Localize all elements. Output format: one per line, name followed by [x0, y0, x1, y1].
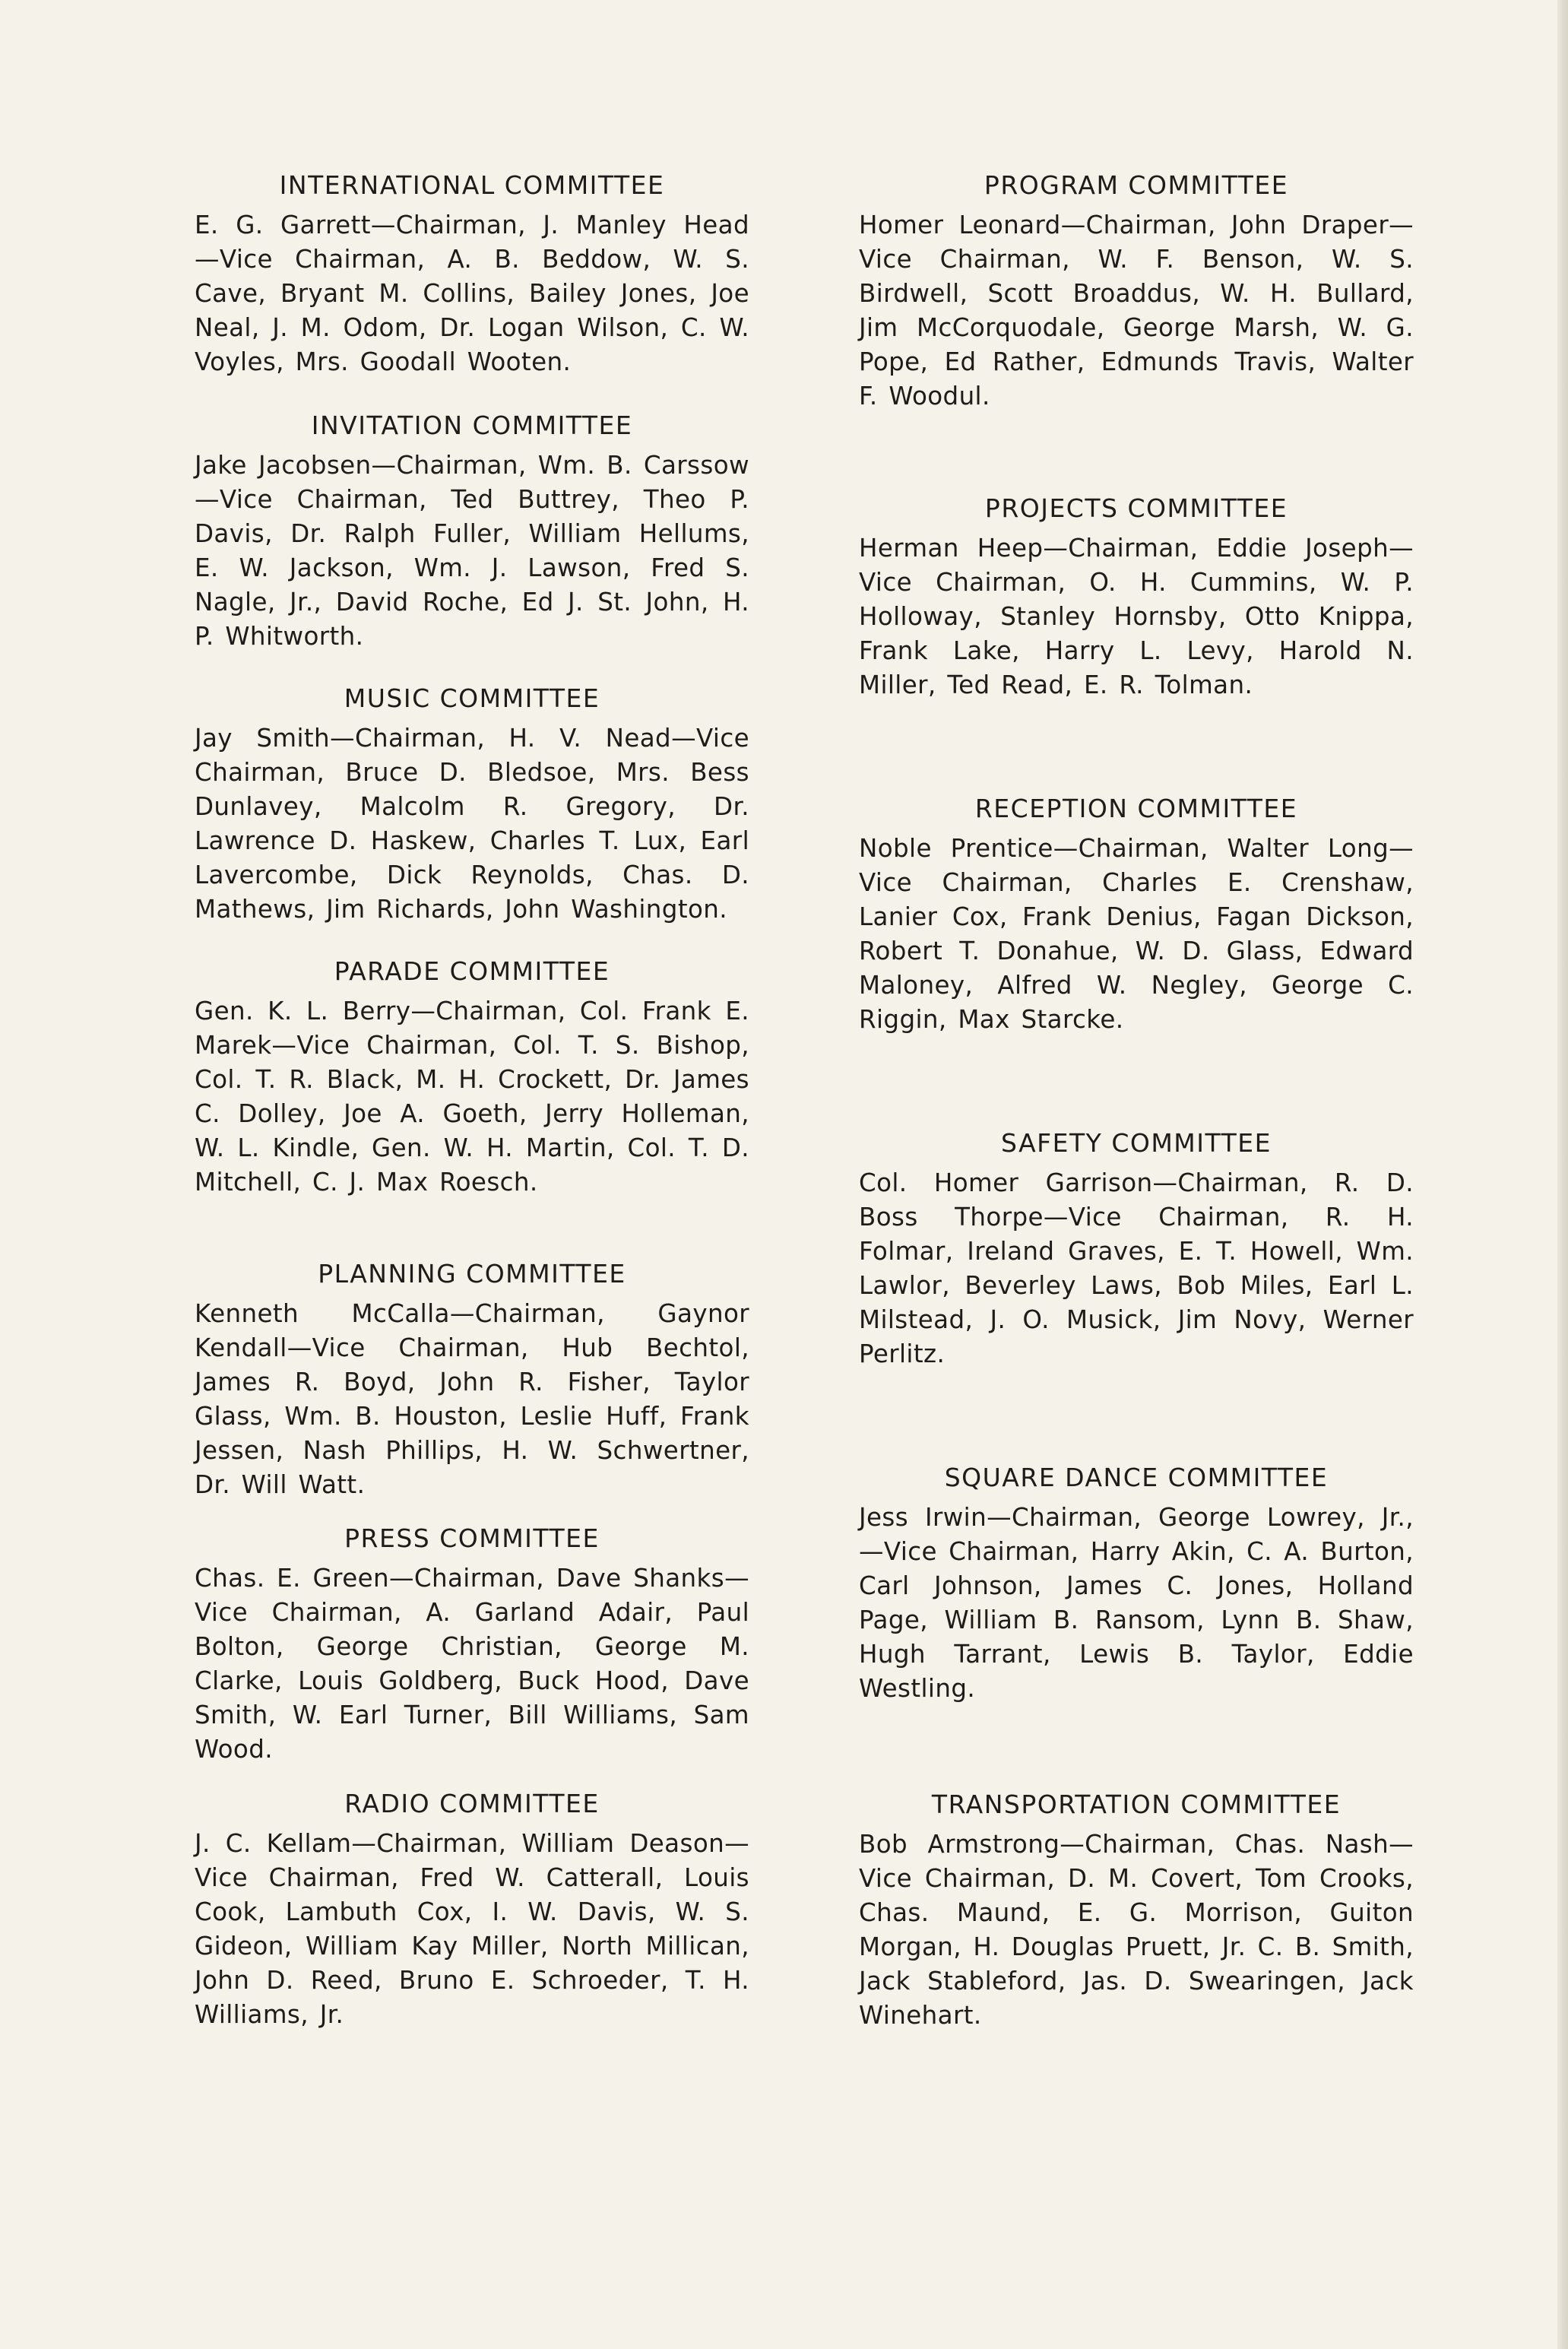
- press-committee: [195, 1522, 749, 1767]
- projects-committee: [859, 492, 1414, 702]
- radio-committee: [195, 1787, 749, 2032]
- parade-committee: [195, 955, 749, 1200]
- planning-committee: [195, 1257, 749, 1502]
- committee-members: Chas. E. Green—Chairman, Dave Shanks—Vice Chairman, A. Garland Adair, Paul Bolton, George Christian, George M. Clarke, Louis Goldberg, Buck Hood, Dave Smith, W. Earl Turner, Bill Williams, Sam Wood.: [195, 1564, 749, 1764]
- committee-heading: RADIO COMMITTEE: [344, 1789, 600, 1818]
- committee-heading: SAFETY COMMITTEE: [1001, 1128, 1272, 1158]
- invitation-committee: [195, 409, 749, 654]
- music-committee: [195, 682, 749, 927]
- committee-members: Jess Irwin—Chairman, George Lowrey, Jr., —Vice Chairman, Harry Akin, C. A. Burton, Carl Johnson, James C. Jones, Holland Page, William B. Ransom, Lynn B. Shaw, Hugh Tarrant, Lewis B. Taylor, Eddie Westling.: [859, 1503, 1414, 1703]
- committee-members: Jay Smith—Chairman, H. V. Nead—Vice Chairman, Bruce D. Bledsoe, Mrs. Bess Dunlavey, Malcolm R. Gregory, Dr. Lawrence D. Haskew, Charles T. Lux, Earl Lavercombe, Dick Reynolds, Chas. D. Mathews, Jim Richards, John Washington.: [195, 724, 749, 924]
- committee-members: J. C. Kellam—Chairman, William Deason—Vice Chairman, Fred W. Catterall, Louis Cook, Lambuth Cox, I. W. Davis, W. S. Gideon, William Kay Miller, North Millican, John D. Reed, Bruno E. Schroeder, T. H. Williams, Jr.: [195, 1829, 749, 2029]
- committee-heading: MUSIC COMMITTEE: [344, 683, 600, 713]
- committee-heading: TRANSPORTATION COMMITTEE: [931, 1789, 1342, 1819]
- safety-committee: [859, 1127, 1414, 1371]
- committee-heading: PRESS COMMITTEE: [344, 1523, 600, 1553]
- committee-members: Gen. K. L. Berry—Chairman, Col. Frank E. Marek—Vice Chairman, Col. T. S. Bishop, Col. T. R. Black, M. H. Crockett, Dr. James C. Dolley, Joe A. Goeth, Jerry Holleman, W. L. Kindle, Gen. W. H. Martin, Col. T. D. Mitchell, C. J. Max Roesch.: [195, 997, 749, 1197]
- committee-heading: PLANNING COMMITTEE: [318, 1259, 626, 1289]
- committee-members: Noble Prentice—Chairman, Walter Long—Vice Chairman, Charles E. Crenshaw, Lanier Cox, Frank Denius, Fagan Dickson, Robert T. Donahue, W. D. Glass, Edward Maloney, Alfred W. Negley, George C. Riggin, Max Starcke.: [859, 834, 1414, 1034]
- transportation-committee: [859, 1788, 1414, 2033]
- committee-members: Bob Armstrong—Chairman, Chas. Nash—Vice Chairman, D. M. Covert, Tom Crooks, Chas. Maund, E. G. Morrison, Guiton Morgan, H. Douglas Pruett, Jr. C. B. Smith, Jack Stableford, Jas. D. Swearingen, Jack Winehart.: [859, 1830, 1414, 2030]
- reception-committee: [859, 792, 1414, 1037]
- committee-members: Kenneth McCalla—Chairman, Gaynor Kendall—Vice Chairman, Hub Bechtol, James R. Boyd, John R. Fisher, Taylor Glass, Wm. B. Houston, Leslie Huff, Frank Jessen, Nash Phillips, H. W. Schwertner, Dr. Will Watt.: [195, 1299, 749, 1499]
- committee-heading: INTERNATIONAL COMMITTEE: [279, 170, 665, 200]
- committee-members: Herman Heep—Chairman, Eddie Joseph—Vice Chairman, O. H. Cummins, W. P. Holloway, Stanley Hornsby, Otto Knippa, Frank Lake, Harry L. Levy, Harold N. Miller, Ted Read, E. R. Tolman.: [859, 534, 1414, 699]
- committee-heading: INVITATION COMMITTEE: [311, 411, 633, 440]
- committee-heading: RECEPTION COMMITTEE: [974, 794, 1298, 823]
- committee-members: Homer Leonard—Chairman, John Draper—Vice Chairman, W. F. Benson, W. S. Birdwell, Scott Broaddus, W. H. Bullard, Jim McCorquodale, George Marsh, W. G. Pope, Ed Rather, Edmunds Travis, Walter F. Woodul.: [859, 211, 1414, 411]
- committee-members: Jake Jacobsen—Chairman, Wm. B. Carssow—Vice Chairman, Ted Buttrey, Theo P. Davis, Dr. Ralph Fuller, William Hellums, E. W. Jackson, Wm. J. Lawson, Fred S. Nagle, Jr., David Roche, Ed J. St. John, H. P. Whitworth.: [195, 451, 749, 651]
- committee-heading: SQUARE DANCE COMMITTEE: [944, 1463, 1329, 1492]
- program-committee: [859, 169, 1414, 414]
- committee-heading: PARADE COMMITTEE: [334, 956, 610, 986]
- square-dance-committee: [859, 1461, 1414, 1706]
- international-committee: [195, 169, 749, 379]
- committee-heading: PROGRAM COMMITTEE: [984, 170, 1289, 200]
- committee-members: E. G. Garrett—Chairman, J. Manley Head —Vice Chairman, A. B. Beddow, W. S. Cave, Bryant M. Collins, Bailey Jones, Joe Neal, J. M. Odom, Dr. Logan Wilson, C. W. Voyles, Mrs. Goodall Wooten.: [195, 211, 749, 376]
- committee-heading: PROJECTS COMMITTEE: [984, 493, 1288, 523]
- committee-members: Col. Homer Garrison—Chairman, R. D. Boss Thorpe—Vice Chairman, R. H. Folmar, Ireland Graves, E. T. Howell, Wm. Lawlor, Beverley Laws, Bob Miles, Earl L. Milstead, J. O. Musick, Jim Novy, Werner Perlitz.: [859, 1168, 1414, 1368]
